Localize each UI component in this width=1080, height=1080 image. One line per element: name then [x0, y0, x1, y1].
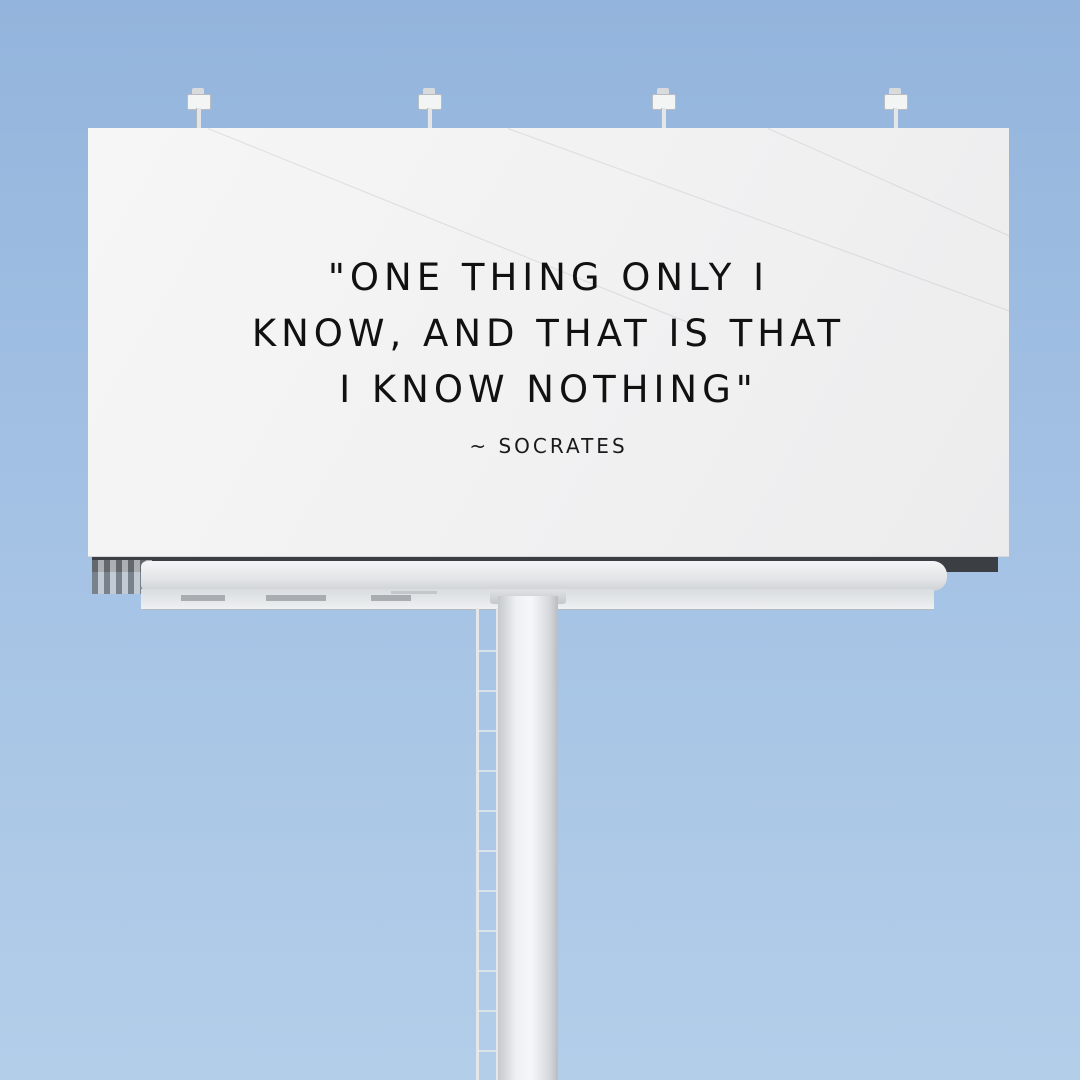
quote-line: "ONE THING ONLY I	[327, 256, 770, 299]
ladder-rung	[478, 970, 500, 972]
billboard-lamp-icon	[414, 88, 444, 130]
billboard-pole	[498, 596, 558, 1080]
billboard-lamp-icon	[183, 88, 213, 130]
ladder-rung	[478, 690, 500, 692]
ladder-rung	[478, 890, 500, 892]
ladder-rung	[478, 650, 500, 652]
ladder-rung	[478, 810, 500, 812]
ladder-rung	[478, 770, 500, 772]
support-crossbeam	[141, 561, 947, 591]
quote-author: ~ SOCRATES	[469, 434, 628, 458]
quote-line: KNOW, AND THAT IS THAT	[251, 312, 846, 355]
billboard-lamp-icon	[648, 88, 678, 130]
ladder-rung	[478, 850, 500, 852]
billboard-lamp-icon	[880, 88, 910, 130]
ladder-rung	[478, 730, 500, 732]
billboard-panel	[88, 128, 1009, 556]
ladder-rung	[478, 1010, 500, 1012]
quote-text	[88, 250, 1009, 418]
ladder-rung	[478, 1050, 500, 1052]
quote-line: I KNOW NOTHING"	[339, 368, 758, 411]
ladder-rung	[478, 930, 500, 932]
